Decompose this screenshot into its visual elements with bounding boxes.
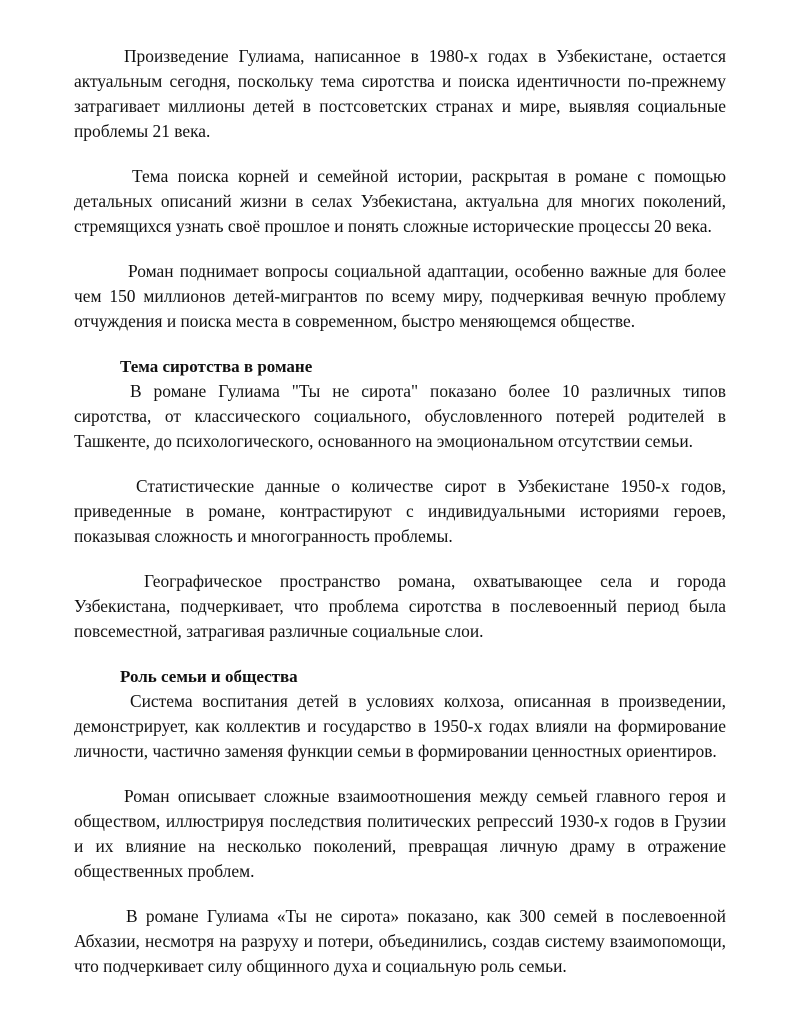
section1-paragraph-1: В романе Гулиама "Ты не сирота" показано более 10 различных типов сиротства, от классического социального, обусловленного потерей родителей в Ташкенте, до психологического, основанного на эмоциональном отсутствии семьи.	[74, 381, 726, 451]
section-heading-orphanhood: Тема сиротства в романе	[120, 357, 313, 376]
section2-paragraph-3: В романе Гулиама «Ты не сирота» показано, как 300 семей в послевоенной Абхазии, несмотря на разруху и потери, объединились, создав систему взаимопомощи, что подчеркивает силу общинного духа и социальную роль семьи.	[74, 906, 726, 976]
intro-paragraph-1: Произведение Гулиама, написанное в 1980-х годах в Узбекистане, остается актуальным сегодня, поскольку тема сиротства и поиска идентичности по-прежнему затрагивает миллионы детей в постсоветских странах и мире, выявляя социальные проблемы 21 века.	[74, 46, 726, 141]
document-page	[74, 44, 726, 999]
intro-paragraph-3: Роман поднимает вопросы социальной адаптации, особенно важные для более чем 150 миллионов детей-мигрантов по всему миру, подчеркивая вечную проблему отчуждения и поиска места в современном, быстро меняющемся обществе.	[74, 261, 726, 331]
intro-paragraph-2: Тема поиска корней и семейной истории, раскрытая в романе с помощью детальных описаний жизни в селах Узбекистана, актуальна для многих поколений, стремящихся узнать своё прошлое и понять сложные исторические процессы 20 века.	[74, 166, 726, 236]
section2-paragraph-1: Система воспитания детей в условиях колхоза, описанная в произведении, демонстрирует, как коллектив и государство в 1950-х годах влияли на формирование личности, частично заменяя функции семьи в формировании ценностных ориентиров.	[74, 691, 726, 761]
section2-paragraph-2: Роман описывает сложные взаимоотношения между семьей главного героя и обществом, иллюстрируя последствия политических репрессий 1930-х годов в Грузии и их влияние на несколько поколений, превращая личную драму в отражение общественных проблем.	[74, 786, 726, 881]
section1-paragraph-2: Статистические данные о количестве сирот в Узбекистане 1950-х годов, приведенные в романе, контрастируют с индивидуальными историями героев, показывая сложность и многогранность проблемы.	[74, 476, 726, 546]
section1-paragraph-3: Географическое пространство романа, охватывающее села и города Узбекистана, подчеркивает, что проблема сиротства в послевоенный период была повсеместной, затрагивая различные социальные слои.	[74, 571, 726, 641]
section-heading-family-society: Роль семьи и общества	[120, 667, 298, 686]
